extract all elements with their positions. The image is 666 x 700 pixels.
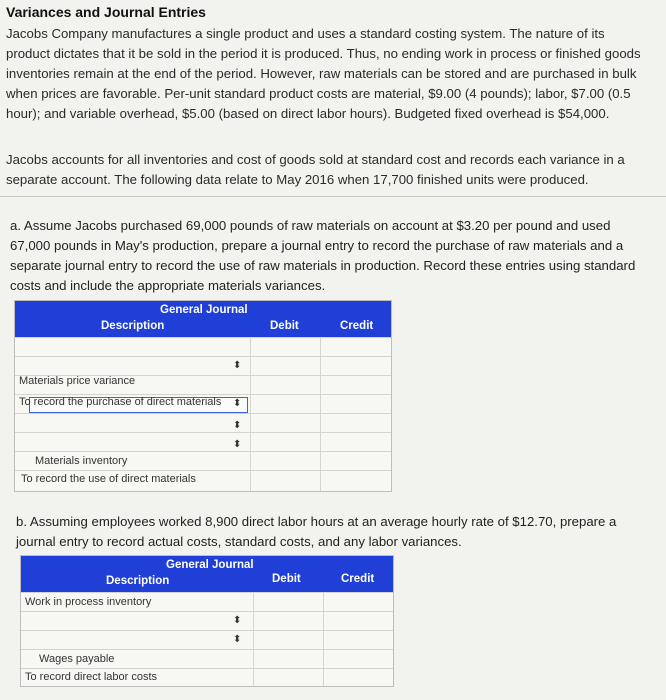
- col-credit-b: Credit: [341, 573, 375, 585]
- journal-header-b: [21, 556, 393, 592]
- part-b-question: b. Assuming employees worked 8,900 direct labor hours at an average hourly rate of $12.70, prepare a journal entry to record actual costs, standard costs, and any labor variances.: [16, 514, 617, 549]
- journal-row: [21, 592, 393, 612]
- row-use-memo: To record the use of direct materials: [21, 473, 196, 485]
- row-wages-payable: Wages payable: [39, 653, 115, 665]
- col-description-a: Description: [101, 320, 165, 332]
- journal-table-b: [20, 555, 394, 687]
- journal-row: [21, 668, 393, 688]
- col-debit-b: Debit: [272, 573, 301, 585]
- intro-paragraph-2: Jacobs accounts for all inventories and cost of goods sold at standard cost and records each variance in a separate account. The following data relate to May 2016 when 17,700 finished units were produced.: [6, 152, 625, 187]
- row-purchase-memo: To record the purchase of direct materials: [19, 396, 222, 408]
- col-credit-a: Credit: [340, 320, 374, 332]
- select-arrow-icon[interactable]: ⬍: [233, 360, 242, 371]
- select-arrow-icon[interactable]: ⬍: [233, 615, 242, 626]
- journal-row[interactable]: [21, 611, 393, 630]
- journal-row[interactable]: [15, 432, 391, 452]
- journal-row: [15, 337, 391, 357]
- part-a-question: a. Assume Jacobs purchased 69,000 pounds of raw materials on account at $3.20 per pound and used 67,000 pounds in May's production, prepare a journal entry to record the purchase of raw materials and a separate journal entry to record the use of raw materials in production. Record these entries using standard costs and include the appropriate materials variances.: [10, 218, 636, 293]
- journal-row[interactable]: [15, 413, 391, 432]
- divider: [0, 196, 666, 197]
- row-wip-inventory: Work in process inventory: [25, 596, 152, 608]
- journal-row[interactable]: [21, 630, 393, 650]
- journal-header-a: [15, 301, 391, 337]
- page-title: Variances and Journal Entries: [6, 4, 206, 20]
- journal-title-b: General Journal: [166, 559, 254, 571]
- col-debit-a: Debit: [270, 320, 299, 332]
- col-description-b: Description: [106, 575, 170, 587]
- select-arrow-icon[interactable]: ⬍: [233, 420, 242, 431]
- journal-title-a: General Journal: [160, 304, 248, 316]
- row-materials-price-variance: Materials price variance: [19, 375, 136, 387]
- select-arrow-icon[interactable]: ⬍: [233, 634, 242, 645]
- journal-row[interactable]: [15, 356, 391, 376]
- row-materials-inventory: Materials inventory: [35, 455, 128, 467]
- select-arrow-icon[interactable]: ⬍: [233, 439, 242, 450]
- intro-paragraph: Jacobs Company manufactures a single product and uses a standard costing system. The nature of its product dictates that it be sold in the period it is produced. Thus, no ending work in process or finished goods inventories remain at the end of the period. However, raw materials can be stored and are purchased in bulk when prices are favorable. Per-unit standard product costs are material, $9.00 (4 pounds); labor, $7.00 (0.5 hour); and variable overhead, $5.00 (based on direct labor hours). Budgeted fixed overhead is $54,000.: [6, 26, 641, 121]
- row-labor-memo: To record direct labor costs: [25, 671, 158, 683]
- journal-row: [21, 649, 393, 669]
- journal-row: [15, 470, 391, 490]
- journal-table-a: [14, 300, 392, 492]
- journal-row: [15, 451, 391, 470]
- select-arrow-icon[interactable]: ⬍: [233, 398, 242, 409]
